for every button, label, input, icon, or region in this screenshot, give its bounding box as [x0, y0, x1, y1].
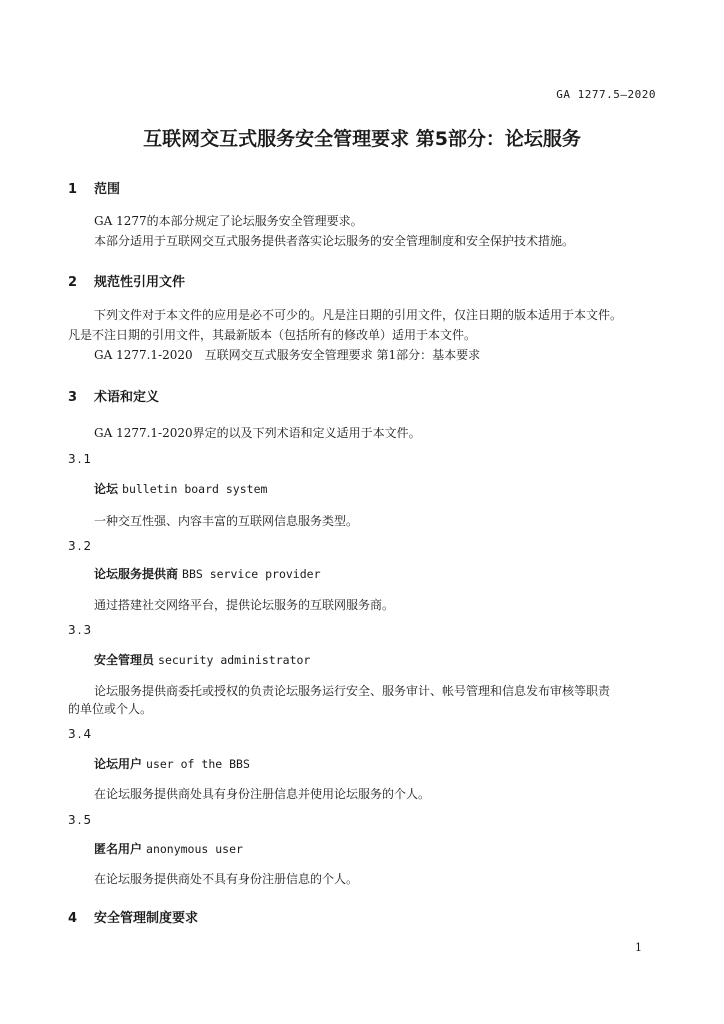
page-number: 1: [635, 941, 642, 954]
term-entry: [94, 651, 310, 668]
section-title: 安全管理制度要求: [94, 911, 199, 926]
term-number: 3.4: [68, 727, 94, 741]
term-entry: [94, 480, 267, 497]
term-number: 3.2: [68, 539, 94, 553]
term-name: 安全管理员: [94, 653, 155, 667]
term-english: anonymous user: [146, 842, 243, 856]
term-name: 匿名用户: [94, 842, 143, 856]
document-title: 互联网交互式服务安全管理要求 第5部分：论坛服务: [143, 128, 581, 150]
term-definition: 论坛服务提供商委托或授权的负责论坛服务运行安全、服务审计、帐号管理和信息发布审核等职责: [94, 684, 611, 698]
section-4-heading: [68, 907, 198, 926]
paragraph: GA 1277.1-2020界定的以及下列术语和定义适用于本文件。: [94, 426, 421, 440]
section-number: 2: [68, 275, 78, 290]
standard-number: GA 1277.5—2020: [556, 88, 656, 101]
term-entry: [94, 840, 243, 857]
section-number: 3: [68, 390, 78, 405]
term-definition: 在论坛服务提供商处具有身份注册信息并使用论坛服务的个人。: [94, 787, 431, 801]
term-number: 3.5: [68, 813, 94, 827]
paragraph: GA 1277的本部分规定了论坛服务安全管理要求。: [94, 214, 363, 228]
term-name: 论坛用户: [94, 757, 143, 771]
paragraph-continuation: 凡是不注日期的引用文件，其最新版本（包括所有的修改单）适用于本文件。: [68, 328, 477, 342]
term-definition: 在论坛服务提供商处不具有身份注册信息的个人。: [94, 872, 359, 886]
section-3-heading: [68, 386, 159, 405]
section-title: 范围: [94, 182, 121, 197]
section-2-heading: [68, 271, 185, 290]
paragraph: 下列文件对于本文件的应用是必不可少的。凡是注日期的引用文件，仅注日期的版本适用于本文件。: [94, 308, 623, 322]
term-number: 3.3: [68, 623, 94, 637]
normative-reference: GA 1277.1-2020 互联网交互式服务安全管理要求 第1部分：基本要求: [94, 348, 481, 362]
term-english: user of the BBS: [146, 757, 250, 771]
term-entry: [94, 755, 250, 772]
section-number: 4: [68, 911, 78, 926]
term-name: 论坛: [94, 482, 119, 496]
term-definition-continuation: 的单位或个人。: [68, 702, 153, 716]
term-english: BBS service provider: [182, 567, 321, 581]
paragraph: 本部分适用于互联网交互式服务提供者落实论坛服务的安全管理制度和安全保护技术措施。: [94, 234, 575, 248]
term-entry: [94, 565, 321, 582]
term-number: 3.1: [68, 452, 94, 466]
term-english: bulletin board system: [122, 482, 268, 496]
section-title: 术语和定义: [94, 390, 160, 405]
section-title: 规范性引用文件: [94, 275, 186, 290]
section-1-heading: [68, 178, 120, 197]
term-name: 论坛服务提供商: [94, 567, 179, 581]
term-definition: 通过搭建社交网络平台，提供论坛服务的互联网服务商。: [94, 598, 395, 612]
term-definition: 一种交互性强、内容丰富的互联网信息服务类型。: [94, 514, 359, 528]
term-english: security administrator: [158, 653, 311, 667]
section-number: 1: [68, 182, 78, 197]
